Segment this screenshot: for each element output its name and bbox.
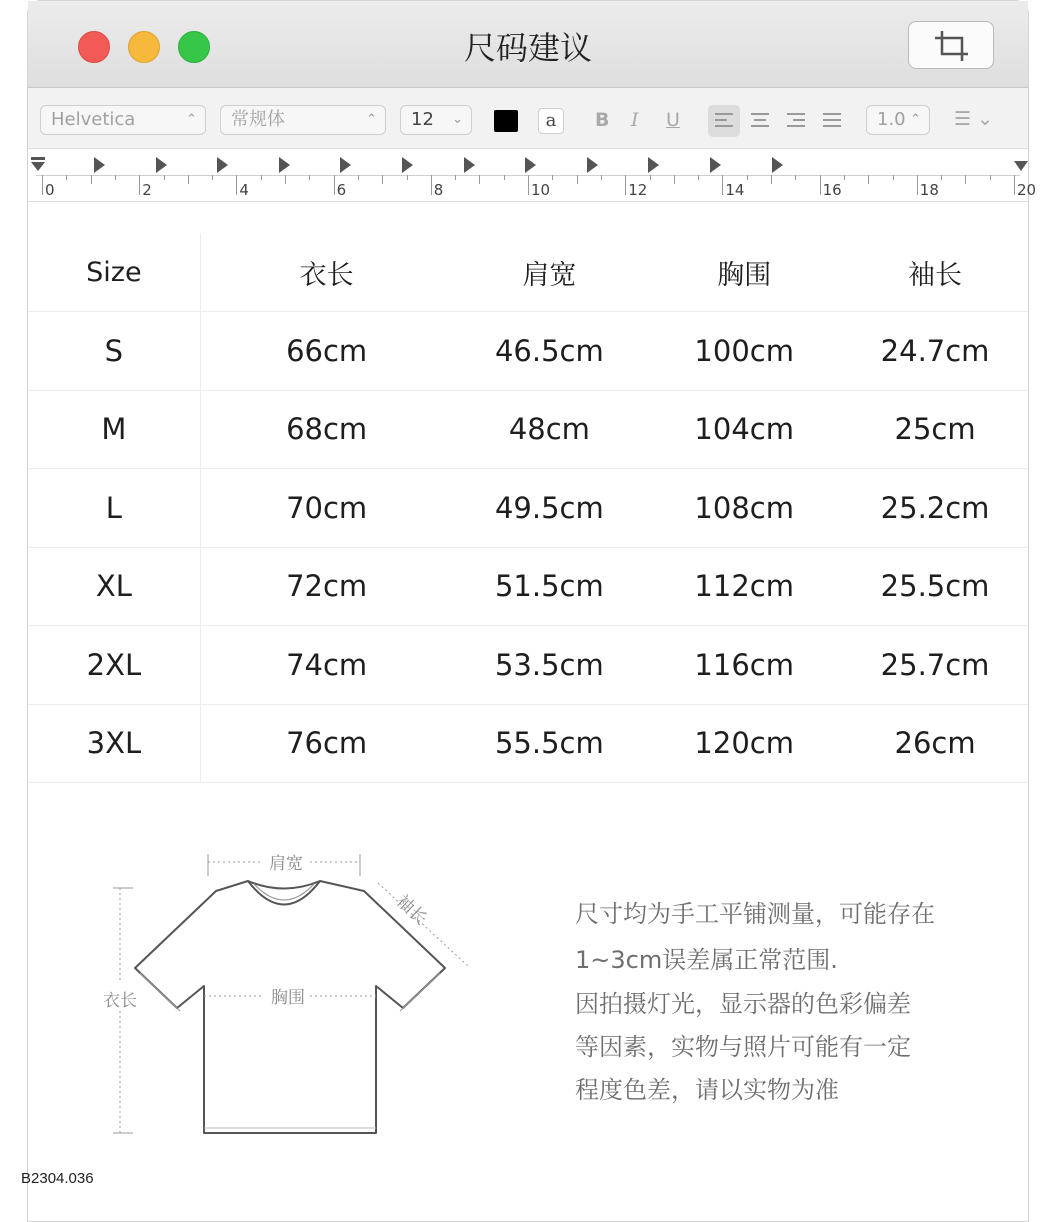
table-cell: 120cm [646, 704, 842, 783]
table-cell: 66cm [200, 312, 452, 391]
align-justify-button[interactable] [816, 105, 848, 137]
table-cell: 25.7cm [842, 626, 1028, 705]
ruler-tick [771, 175, 772, 184]
ruler-tick [407, 175, 408, 180]
ruler-tick [990, 175, 991, 180]
table-cell: XL [28, 547, 200, 626]
table-cell: 3XL [28, 704, 200, 783]
table-cell: 24.7cm [842, 312, 1028, 391]
table-cell: 2XL [28, 626, 200, 705]
list-icon: ☰ ⌄ [954, 108, 993, 130]
tab-stop-marker[interactable] [156, 157, 167, 173]
table-cell: 74cm [200, 626, 452, 705]
list-button[interactable] [954, 104, 993, 134]
ruler-tick [261, 175, 262, 180]
tab-stop-marker[interactable] [648, 157, 659, 173]
ruler-tick [820, 175, 821, 195]
table-cell: 70cm [200, 469, 452, 548]
table-cell: 53.5cm [452, 626, 646, 705]
align-left-button[interactable] [708, 105, 740, 137]
alignment-group [708, 105, 858, 137]
font-size-value: 12 [411, 109, 434, 130]
shoulder-label: 肩宽 [269, 854, 303, 874]
table-cell: 76cm [200, 704, 452, 783]
table-cell: 25cm [842, 390, 1028, 469]
tab-stop-marker[interactable] [340, 157, 351, 173]
ruler-tick [698, 175, 699, 180]
ruler-tick [1014, 175, 1015, 195]
crop-icon [934, 30, 970, 62]
table-cell: S [28, 312, 200, 391]
table-cell: 100cm [646, 312, 842, 391]
table-row [28, 547, 1028, 626]
ruler-number: 16 [822, 181, 842, 199]
ruler-number: 18 [919, 181, 939, 199]
tab-stop-marker[interactable] [587, 157, 598, 173]
ruler-tick [479, 175, 480, 184]
highlight-color-button[interactable] [538, 108, 564, 134]
header-length: 衣长 [200, 233, 452, 312]
ruler[interactable] [28, 149, 1037, 202]
ruler-tick [431, 175, 432, 195]
table-cell: 104cm [646, 390, 842, 469]
header-size: Size [28, 233, 200, 312]
align-center-button[interactable] [744, 105, 776, 137]
title-bar [28, 1, 1028, 88]
ruler-number: 8 [433, 181, 444, 199]
size-table [28, 233, 1028, 783]
font-size-select[interactable] [400, 105, 472, 135]
tab-stop-marker[interactable] [772, 157, 783, 173]
table-cell: 116cm [646, 626, 842, 705]
ruler-tick [66, 175, 67, 180]
ruler-number: 14 [725, 181, 745, 199]
underline-button[interactable]: U [666, 109, 680, 131]
ruler-number: 6 [336, 181, 347, 199]
table-cell: 49.5cm [452, 469, 646, 548]
ruler-tick [747, 175, 748, 180]
line-spacing-value: 1.0 [877, 109, 906, 130]
align-right-button[interactable] [780, 105, 812, 137]
ruler-tick [893, 175, 894, 180]
ruler-number: 0 [45, 181, 55, 199]
line-spacing-select[interactable] [866, 105, 930, 135]
table-cell: 112cm [646, 547, 842, 626]
table-cell: 25.5cm [842, 547, 1028, 626]
ruler-tick [455, 175, 456, 180]
chevron-updown-icon: ⌃ [366, 112, 377, 127]
first-line-indent-marker[interactable] [30, 157, 46, 175]
table-cell: 108cm [646, 469, 842, 548]
ruler-tick [504, 175, 505, 180]
table-cell: 72cm [200, 547, 452, 626]
ruler-tick [334, 175, 335, 195]
bold-button[interactable]: B [595, 109, 610, 131]
header-chest: 胸围 [646, 233, 842, 312]
note-line: 1~3cm误差属正常范围. [575, 946, 838, 974]
tab-stop-marker[interactable] [525, 157, 536, 173]
ruler-tick [965, 175, 966, 184]
window-title: 尺码建议 [463, 29, 592, 67]
table-cell: 25.2cm [842, 469, 1028, 548]
table-row [28, 704, 1028, 783]
table-cell: 46.5cm [452, 312, 646, 391]
table-cell: 51.5cm [452, 547, 646, 626]
table-cell: 26cm [842, 704, 1028, 783]
product-code: B2304.036 [21, 1170, 94, 1187]
table-cell: 68cm [200, 390, 452, 469]
font-family-select[interactable] [40, 105, 206, 135]
tshirt-measurement-diagram [88, 846, 488, 1146]
ruler-tick [844, 175, 845, 180]
ruler-tick [552, 175, 553, 180]
ruler-tick [941, 175, 942, 180]
header-sleeve: 袖长 [842, 233, 1028, 312]
ruler-tick [601, 175, 602, 180]
ruler-tick [139, 175, 140, 195]
tab-stop-marker[interactable] [464, 157, 475, 173]
length-label: 衣长 [103, 991, 137, 1011]
ruler-tick [91, 175, 92, 184]
ruler-tick [795, 175, 796, 180]
note-line: 尺寸均为手工平铺测量，可能存在 [575, 900, 935, 928]
ruler-tick [868, 175, 869, 184]
ruler-tick [382, 175, 383, 184]
header-shoulder: 肩宽 [452, 233, 646, 312]
ruler-tick [625, 175, 626, 195]
ruler-tick [309, 175, 310, 180]
table-cell: 48cm [452, 390, 646, 469]
chest-label: 胸围 [271, 988, 305, 1008]
table-cell: L [28, 469, 200, 548]
ruler-tick [115, 175, 116, 180]
ruler-tick [528, 175, 529, 195]
editor-window [27, 0, 1037, 1222]
ruler-tick [212, 175, 213, 180]
ruler-number: 2 [142, 181, 152, 199]
note-line: 程度色差，请以实物为准 [575, 1076, 839, 1104]
ruler-tick [358, 175, 359, 180]
ruler-tick [577, 175, 578, 184]
ruler-number: 20 [1017, 181, 1037, 199]
table-row [28, 390, 1028, 469]
ruler-tick [42, 175, 43, 195]
ruler-tick [722, 175, 723, 195]
tab-stop-marker[interactable] [217, 157, 228, 173]
ruler-number: 12 [628, 181, 648, 199]
note-line: 等因素，实物与照片可能有一定 [575, 1033, 911, 1061]
ruler-tick [164, 175, 165, 180]
ruler-tick [650, 175, 651, 180]
ruler-tick [917, 175, 918, 195]
tab-stop-marker[interactable] [402, 157, 413, 173]
table-row [28, 312, 1028, 391]
font-style-value: 常规体 [231, 109, 285, 130]
tab-stop-marker[interactable] [94, 157, 105, 173]
ruler-tick [285, 175, 286, 184]
tab-stop-marker[interactable] [279, 157, 290, 173]
measurement-note [575, 891, 1005, 1113]
note-line: 因拍摄灯光，显示器的色彩偏差 [575, 990, 911, 1018]
right-indent-marker[interactable] [1014, 161, 1028, 171]
ruler-tick [674, 175, 675, 184]
chevron-updown-icon: ⌃ [910, 112, 921, 127]
format-toolbar [28, 88, 1028, 149]
font-style-select[interactable] [220, 105, 386, 135]
chevron-down-icon: ⌄ [452, 112, 463, 127]
table-row [28, 626, 1028, 705]
ruler-number: 4 [239, 181, 249, 199]
ruler-tick [236, 175, 237, 195]
ruler-tick [188, 175, 189, 184]
ruler-number: 10 [531, 181, 551, 199]
highlight-a-icon: a [545, 110, 557, 131]
sleeve-label: 袖长 [392, 891, 431, 930]
text-color-swatch[interactable] [494, 110, 518, 132]
crop-button[interactable] [908, 21, 994, 69]
table-cell: 55.5cm [452, 704, 646, 783]
chevron-updown-icon: ⌃ [186, 112, 197, 127]
table-header-row [28, 233, 1028, 312]
italic-button[interactable]: I [631, 109, 639, 131]
tab-stop-marker[interactable] [710, 157, 721, 173]
table-cell: M [28, 390, 200, 469]
table-row [28, 469, 1028, 548]
font-family-value: Helvetica [51, 109, 136, 130]
